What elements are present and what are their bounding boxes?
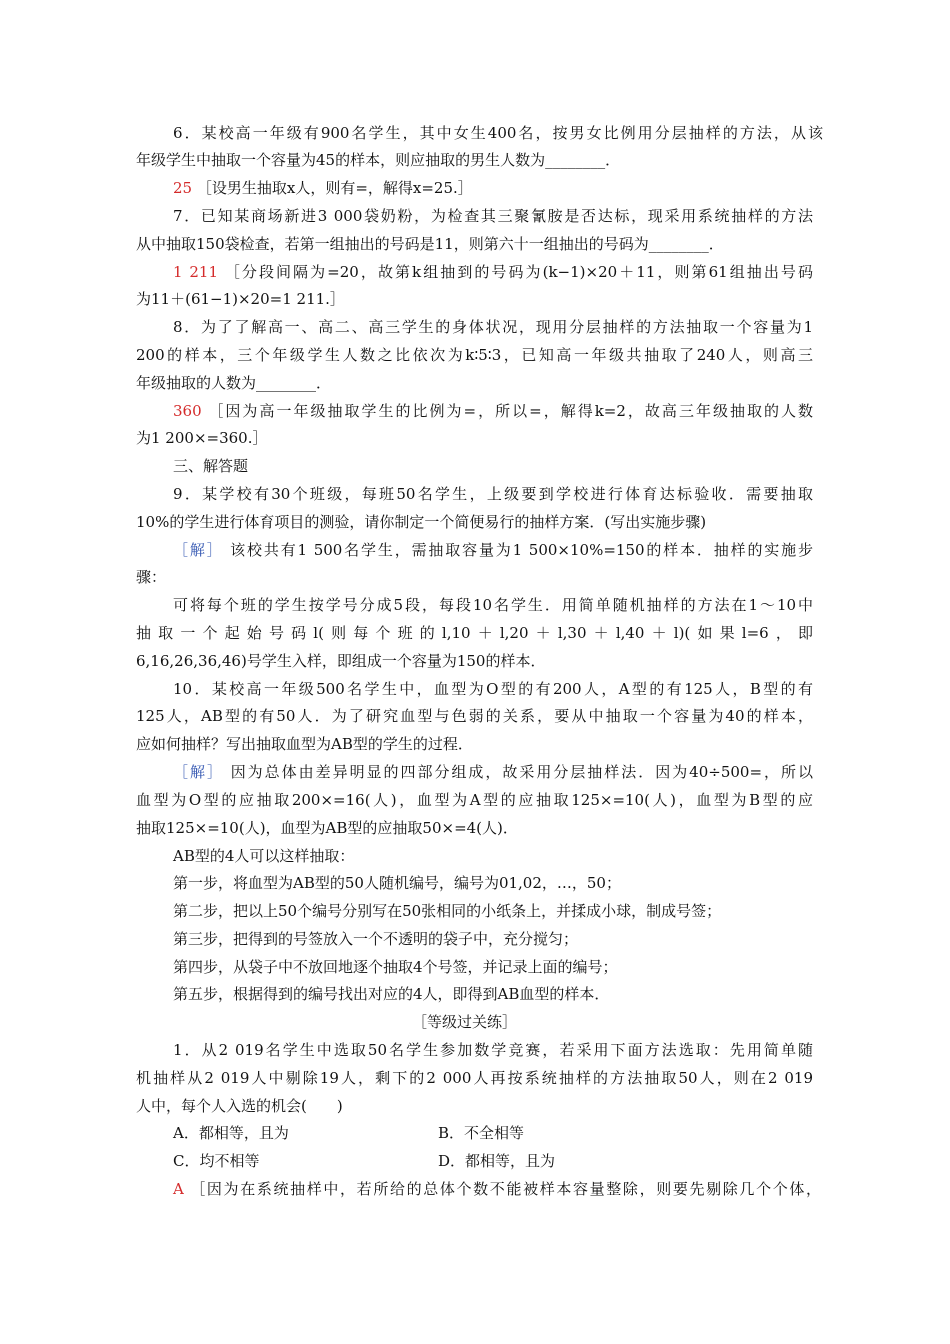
q9-solution-text-1: 该校共有1 500名学生，需抽取容量为1 500×10%=150的样本．抽样的实施步 xyxy=(230,541,813,559)
q8-answer xyxy=(173,401,813,421)
q10-solution-text-3: 抽取125×=10(人)，血型为AB型的应抽取50×=4(人)． xyxy=(136,819,518,837)
q7-line2: 从中抽取150袋检查，若第一组抽出的号码是11，则第六十一组抽出的号码为________． xyxy=(136,235,724,253)
q7-answer-text-2: 为11＋(61−1)×20=1 211.］ xyxy=(136,290,345,308)
p1-option-a: A．都相等，且为 xyxy=(173,1124,289,1142)
p1-option-d: D．都相等，且为 xyxy=(438,1152,556,1170)
q9-solution-key: ［解］ xyxy=(173,541,224,559)
q10-solution-text-4: AB型的4人可以这样抽取： xyxy=(173,847,355,865)
q10-line2: 125人，AB型的有50人．为了研究血型与色弱的关系，要从中抽取一个容量为40的样本， xyxy=(136,707,813,725)
q10-line3: 应如何抽样？写出抽取血型为AB型的学生的过程． xyxy=(136,735,473,753)
q7-line1: 7．已知某商场新进3 000袋奶粉，为检查其三聚氰胺是否达标，现采用系统抽样的方法 xyxy=(173,207,813,225)
q10-solution xyxy=(173,762,813,782)
q10-step-5: 第五步，根据得到的编号找出对应的4人，即得到AB血型的样本． xyxy=(173,985,610,1003)
q9-solution xyxy=(173,540,813,560)
q8-line3: 年级抽取的人数为________． xyxy=(136,374,332,392)
q6-line2: 年级学生中抽取一个容量为45的样本，则应抽取的男生人数为________． xyxy=(136,151,621,169)
p1-line2: 机抽样从2 019人中剔除19人，剩下的2 000人再按系统抽样的方法抽取50人，则在2 019 xyxy=(136,1069,813,1087)
q9-line1: 9．某学校有30个班级，每班50名学生，上级要到学校进行体育达标验收．需要抽取 xyxy=(173,485,813,503)
q9-solution-text-5: 6,16,26,36,46)号学生入样，即组成一个容量为150的样本． xyxy=(136,652,546,670)
q6-answer-text: ［设男生抽取x人，则有=，解得x=25.］ xyxy=(196,179,473,197)
q10-solution-key: ［解］ xyxy=(173,763,224,781)
q10-step-4: 第四步，从袋子中不放回地逐个抽取4个号签，并记录上面的编号； xyxy=(173,958,618,976)
q7-answer xyxy=(173,262,813,282)
q6-answer-key: 25 xyxy=(173,179,193,197)
q9-solution-text-4: 抽取一个起始号码l(则每个班的l,10＋l,20＋l,30＋l,40＋l)(如果l=6，即 xyxy=(136,624,813,642)
p1-answer-key: A xyxy=(173,1180,184,1198)
q10-step-3: 第三步，把得到的号签放入一个不透明的袋子中，充分搅匀； xyxy=(173,930,579,948)
p1-option-b: B．不全相等 xyxy=(438,1124,525,1142)
p1-line3: 人中，每个人入选的机会( ) xyxy=(136,1097,343,1115)
q9-solution-text-3: 可将每个班的学生按学号分成5段，每段10名学生．用简单随机抽样的方法在1～10中 xyxy=(173,596,813,614)
p1-answer xyxy=(173,1179,821,1199)
section-heading-level: ［等级过关练］ xyxy=(412,1013,518,1031)
q9-solution-text-2: 骤： xyxy=(136,568,167,586)
q9-line2: 10%的学生进行体育项目的测验，请你制定一个简便易行的抽样方案．(写出实施步骤) xyxy=(136,513,707,531)
q8-answer-text-1: ［因为高一年级抽取学生的比例为=，所以=，解得k=2，故高三年级抽取的人数 xyxy=(208,402,813,420)
q10-solution-text-2: 血型为O型的应抽取200×=16(人)，血型为A型的应抽取125×=10(人)，血型为B型的应 xyxy=(136,791,813,809)
q6-line1: 6．某校高一年级有900名学生，其中女生400名，按男女比例用分层抽样的方法，从该 xyxy=(173,124,823,142)
q8-line1: 8．为了了解高一、高二、高三学生的身体状况，现用分层抽样的方法抽取一个容量为1 xyxy=(173,318,813,336)
q6-answer xyxy=(173,178,473,198)
q10-step-1: 第一步，将血型为AB型的50人随机编号，编号为01,02，…，50； xyxy=(173,874,621,892)
q8-answer-text-2: 为1 200×=360.］ xyxy=(136,429,268,447)
q10-step-2: 第二步，把以上50个编号分别写在50张相同的小纸条上，并揉成小球，制成号签； xyxy=(173,902,722,920)
q7-answer-key: 1 211 xyxy=(173,263,218,281)
p1-option-c: C．均不相等 xyxy=(173,1152,260,1170)
q8-answer-key: 360 xyxy=(173,402,202,420)
p1-answer-text: ［因为在系统抽样中，若所给的总体个数不能被样本容量整除，则要先剔除几个个体， xyxy=(190,1180,821,1198)
q7-answer-text-1: ［分段间隔为=20，故第k组抽到的号码为(k−1)×20＋11，则第61组抽出号码 xyxy=(224,263,813,281)
q10-solution-text-1: 因为总体由差异明显的四部分组成，故采用分层抽样法．因为40÷500=，所以 xyxy=(230,763,813,781)
q10-line1: 10．某校高一年级500名学生中，血型为O型的有200人，A型的有125人，B型的有 xyxy=(173,680,813,698)
q8-line2: 200的样本，三个年级学生人数之比依次为k∶5∶3，已知高一年级共抽取了240人，则高三 xyxy=(136,346,813,364)
section-heading-solve: 三、解答题 xyxy=(173,457,249,475)
p1-line1: 1．从2 019名学生中选取50名学生参加数学竞赛，若采用下面方法选取：先用简单随 xyxy=(173,1041,813,1059)
